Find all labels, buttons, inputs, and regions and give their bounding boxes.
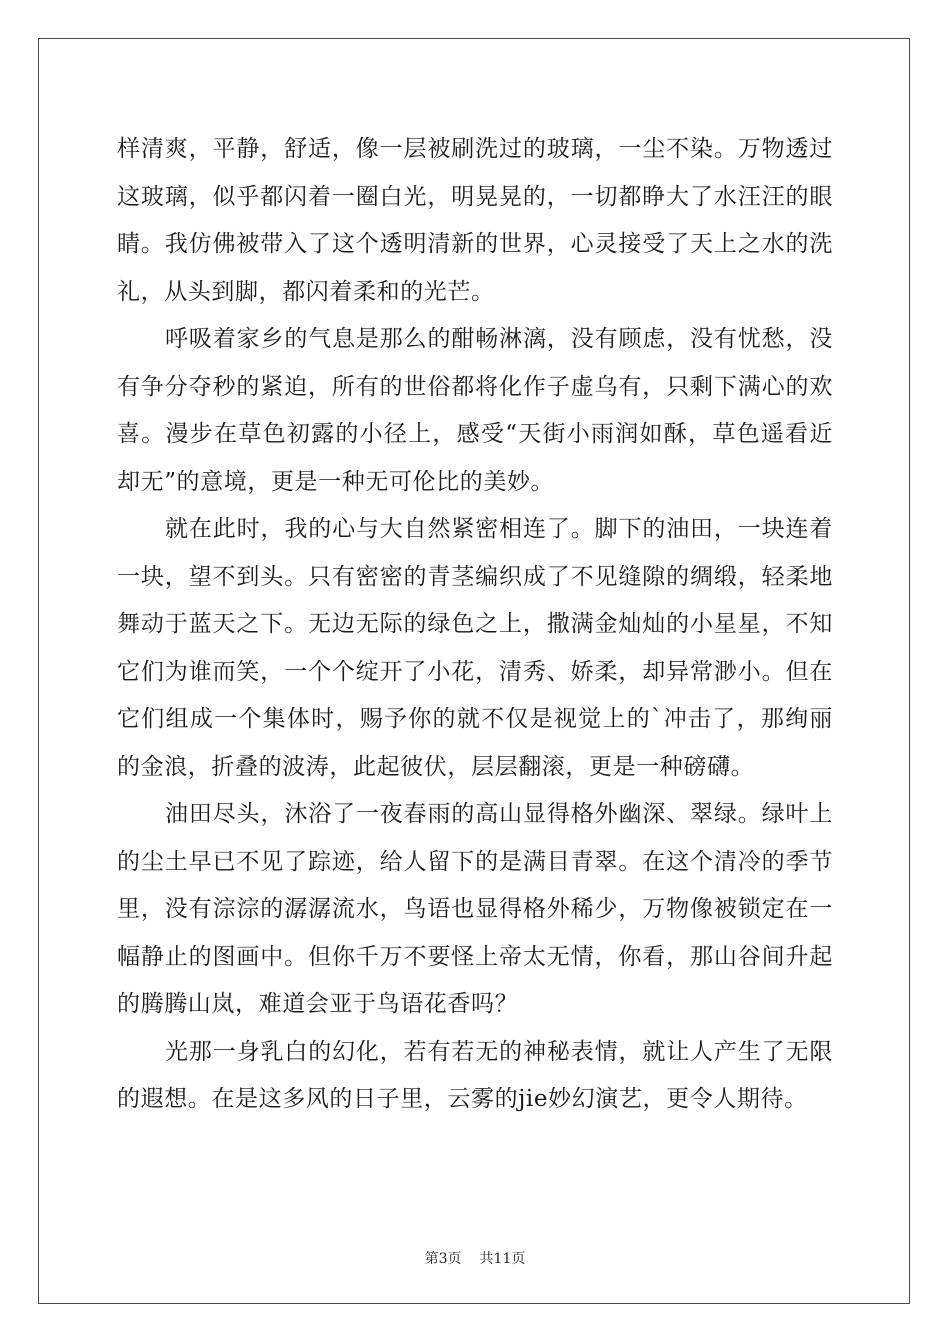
paragraph-1: 样清爽，平静，舒适，像一层被刷洗过的玻璃，一尘不染。万物透过这玻璃，似乎都闪着一圈白光，明晃晃的，一切都睁大了水汪汪的眼睛。我仿佛被带入了这个透明清新的世界，心灵接受了天上之水的洗礼，从头到脚，都闪着柔和的光芒。 bbox=[117, 136, 833, 305]
page-total: 共11页 bbox=[479, 1251, 526, 1267]
paragraph-5: 光那一身乳白的幻化，若有若无的神秘表情，就让人产生了无限的遐想。在是这多风的日子里，云雾的jie妙幻演艺，更令人期待。 bbox=[117, 1038, 833, 1112]
paragraph-4: 油田尽头，沐浴了一夜春雨的高山显得格外幽深、翠绿。绿叶上的尘土早已不见了踪迹，给人留下的是满目青翠。在这个清冷的季节里，没有淙淙的潺潺流水，鸟语也显得格外稀少，万物像被锁定在一幅静止的图画中。但你千万不要怪上帝太无情，你看，那山谷间升起的腾腾山岚，难道会亚于鸟语花香吗？ bbox=[117, 801, 833, 1017]
paragraph-2: 呼吸着家乡的气息是那么的酣畅淋漓，没有顾虑，没有忧愁，没有争分夺秒的紧迫，所有的世俗都将化作子虚乌有，只剩下满心的欢喜。漫步在草色初露的小径上，感受“天街小雨润如酥，草色遥看近却无”的意境，更是一种无可伦比的美妙。 bbox=[117, 326, 833, 495]
page-footer bbox=[0, 1248, 950, 1268]
paragraph-3: 就在此时，我的心与大自然紧密相连了。脚下的油田，一块连着一块，望不到头。只有密密的青茎编织成了不见缝隙的绸缎，轻柔地舞动于蓝天之下。无边无际的绿色之上，撒满金灿灿的小星星，不知它们为谁而笑，一个个绽开了小花，清秀、娇柔，却异常渺小。但在它们组成一个集体时，赐予你的就不仅是视觉上的`冲击了，那绚丽的金浪，折叠的波涛，此起彼伏，层层翻滚，更是一种磅礴。 bbox=[117, 516, 833, 780]
page-number: 第3页 bbox=[424, 1251, 462, 1267]
document-body bbox=[117, 126, 833, 1124]
